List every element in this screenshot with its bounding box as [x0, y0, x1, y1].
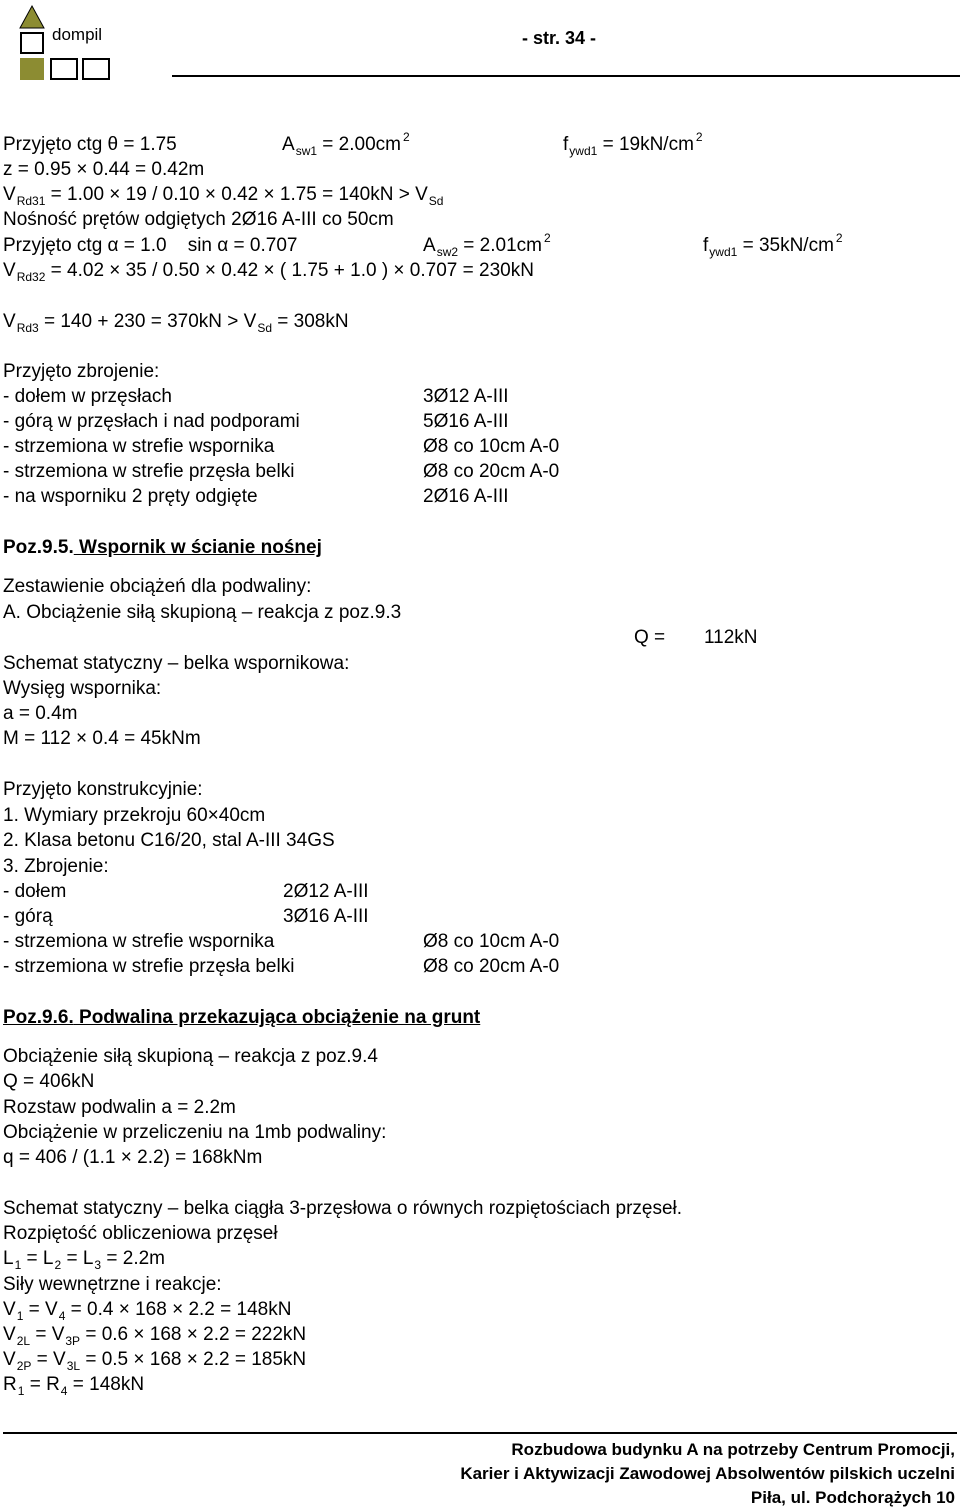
calc-symbol: V: [3, 311, 16, 332]
section-title: Podwalina przekazująca obciążenie na grunt: [73, 1007, 481, 1028]
calc-line: z = 0.95 × 0.44 = 0.42m: [3, 159, 205, 180]
footer-rule: [3, 1432, 957, 1434]
header-rule: [172, 75, 960, 77]
page-number: - str. 34 -: [522, 28, 597, 48]
logo-olive-block-icon: [20, 58, 44, 80]
section-heading: [3, 1008, 480, 1027]
calc-symbol: L: [3, 1248, 14, 1269]
logo-square-icon: [82, 58, 110, 80]
formula-line: [3, 1324, 307, 1348]
calc-superscript: 2: [695, 130, 703, 144]
calc-subscript: 1: [16, 1309, 24, 1323]
calc-value: = 140 + 230 = 370kN > V: [38, 311, 257, 332]
reinforcement-label: - strzemiona w strefie przęsła belki: [3, 956, 295, 977]
calc-line: [3, 184, 444, 208]
reinforcement-label: - górą w przęsłach i nad podporami: [3, 411, 300, 432]
reinforcement-title: Przyjęto zbrojenie:: [3, 361, 160, 382]
paragraph: Q = 406kN: [3, 1071, 95, 1092]
calc-value: = 0.4 × 168 × 2.2 = 148kN: [65, 1299, 292, 1320]
reinforcement-value: Ø8 co 20cm A-0: [423, 956, 560, 977]
calc-subscript: 3L: [66, 1359, 81, 1373]
calc-subscript: 3P: [65, 1334, 81, 1348]
calc-value: = 2.01cm: [458, 235, 542, 256]
calc-value: = 35kN/cm: [737, 235, 834, 256]
calc-symbol: V: [3, 1349, 16, 1370]
calc-symbol: V: [3, 260, 16, 281]
calc-line: [423, 231, 551, 259]
formula-line: [3, 1374, 145, 1398]
paragraph: Siły wewnętrzne i reakcje:: [3, 1274, 222, 1295]
calc-value: = 308kN: [272, 311, 349, 332]
calc-subscript: Rd3: [16, 321, 39, 335]
paragraph: 1. Wymiary przekroju 60×40cm: [3, 805, 266, 826]
paragraph: Zestawienie obciążeń dla podwaliny:: [3, 576, 312, 597]
reinforcement-label: - strzemiona w strefie wspornika: [3, 436, 275, 457]
calc-subscript: ywd1: [709, 245, 738, 259]
calc-subscript: Sd: [428, 194, 444, 208]
reinforcement-value: 3Ø16 A-III: [283, 906, 369, 927]
formula-line: [3, 1299, 292, 1323]
calc-value: = 0.6 × 168 × 2.2 = 222kN: [80, 1324, 307, 1345]
calc-symbol: V: [3, 1299, 16, 1320]
calc-symbol: A: [423, 235, 436, 256]
calc-superscript: 2: [835, 231, 843, 245]
paragraph: q = 406 / (1.1 × 2.2) = 168kNm: [3, 1147, 263, 1168]
paragraph: Schemat statyczny – belka ciągła 3-przęsłowa o równych rozpiętościach przęseł.: [3, 1198, 683, 1219]
paragraph: Rozstaw podwalin a = 2.2m: [3, 1097, 236, 1118]
reinforcement-label: - strzemiona w strefie wspornika: [3, 931, 275, 952]
calc-line: Przyjęto ctg α = 1.0 sin α = 0.707: [3, 235, 298, 256]
calc-line: [3, 311, 349, 335]
calc-subscript: ywd1: [569, 144, 598, 158]
calc-subscript: 4: [60, 1384, 68, 1398]
logo-square-icon: [20, 32, 44, 54]
paragraph: Obciążenie w przeliczeniu na 1mb podwaliny:: [3, 1122, 387, 1143]
calc-subscript: 2P: [16, 1359, 32, 1373]
reinforcement-label: - strzemiona w strefie przęsła belki: [3, 461, 295, 482]
paragraph: 3. Zbrojenie:: [3, 856, 109, 877]
reinforcement-value: Ø8 co 20cm A-0: [423, 461, 560, 482]
calc-line: [563, 130, 703, 158]
calc-symbol: f: [563, 134, 569, 155]
reinforcement-label: - dołem w przęsłach: [3, 386, 172, 407]
reinforcement-value: 2Ø12 A-III: [283, 881, 369, 902]
formula-line: [3, 1349, 307, 1373]
calc-value: = 2.00cm: [317, 134, 401, 155]
calc-superscript: 2: [544, 231, 551, 245]
calc-symbol: A: [282, 134, 295, 155]
calc-superscript: 2: [403, 130, 410, 144]
calc-subscript: 4: [58, 1309, 66, 1323]
section-heading: [3, 538, 322, 557]
calc-subscript: Rd31: [16, 194, 46, 208]
paragraph: Obciążenie siłą skupioną – reakcja z poz.9.4: [3, 1046, 378, 1067]
reinforcement-label: - na wsporniku 2 pręty odgięte: [3, 486, 258, 507]
calc-subscript: 2: [54, 1258, 62, 1272]
calc-symbol: V: [3, 1324, 16, 1345]
reinforcement-value: 5Ø16 A-III: [423, 411, 509, 432]
paragraph: 2. Klasa betonu C16/20, stal A-III 34GS: [3, 830, 335, 851]
calc-line: [3, 260, 534, 284]
calc-value: = 1.00 × 19 / 0.10 × 0.42 × 1.75 = 140kN > V: [45, 184, 428, 205]
paragraph: M = 112 × 0.4 = 45kNm: [3, 728, 201, 749]
calc-value: = 2.2m: [101, 1248, 166, 1269]
logo-text: dompil: [52, 25, 103, 44]
calc-value: = 148kN: [67, 1374, 145, 1395]
footer-line: Piła, ul. Podchorążych 10: [750, 1488, 955, 1507]
reinforcement-value: Ø8 co 10cm A-0: [423, 436, 560, 457]
calc-symbol: = V: [30, 1324, 65, 1345]
calc-line: [703, 231, 843, 259]
paragraph: Rozpiętość obliczeniowa przęseł: [3, 1223, 278, 1244]
calc-symbol: = R: [24, 1374, 60, 1395]
paragraph: a = 0.4m: [3, 703, 78, 724]
paragraph: Schemat statyczny – belka wspornikowa:: [3, 653, 350, 674]
calc-subscript: 1: [17, 1384, 25, 1398]
calc-subscript: Sd: [257, 321, 272, 335]
reinforcement-label: - dołem: [3, 881, 67, 902]
footer-line: Rozbudowa budynku A na potrzeby Centrum Promocji,: [511, 1440, 955, 1459]
calc-symbol: = L: [21, 1248, 54, 1269]
q-value: 112kN: [704, 627, 758, 648]
calc-subscript: 1: [14, 1258, 22, 1272]
section-number: Poz.9.6.: [3, 1007, 74, 1028]
calc-symbol: = V: [31, 1349, 66, 1370]
reinforcement-label: - górą: [3, 906, 53, 927]
reinforcement-value: 3Ø12 A-III: [423, 386, 509, 407]
reinforcement-value: 2Ø16 A-III: [423, 486, 509, 507]
calc-symbol: R: [3, 1374, 17, 1395]
paragraph: A. Obciążenie siłą skupioną – reakcja z poz.9.3: [3, 602, 402, 623]
calc-subscript: sw2: [436, 245, 459, 259]
section-number: Poz.9.5.: [3, 537, 74, 558]
calc-value: = 4.02 × 35 / 0.50 × 0.42 × ( 1.75 + 1.0 ) × 0.707 = 230kN: [45, 260, 534, 281]
calc-line: [282, 130, 410, 158]
calc-subscript: sw1: [295, 144, 318, 158]
calc-symbol: = L: [61, 1248, 94, 1269]
footer-line: Karier i Aktywizacji Zawodowej Absolwentów pilskich uczelni: [460, 1464, 955, 1483]
section-title: Wspornik w ścianie nośnej: [73, 537, 322, 558]
logo-square-icon: [50, 58, 78, 80]
reinforcement-value: Ø8 co 10cm A-0: [423, 931, 560, 952]
calc-line: Przyjęto ctg θ = 1.75: [3, 134, 177, 155]
calc-symbol: V: [3, 184, 16, 205]
calc-symbol: = V: [23, 1299, 58, 1320]
calc-subscript: Rd32: [16, 270, 46, 284]
calc-line: Nośność prętów odgiętych 2Ø16 A-III co 50cm: [3, 209, 394, 230]
calc-symbol: f: [703, 235, 709, 256]
calc-subscript: 2L: [16, 1334, 31, 1348]
logo-triangle-icon: [18, 4, 46, 30]
paragraph: Wysięg wspornika:: [3, 678, 162, 699]
formula-line: [3, 1248, 166, 1272]
calc-subscript: 3: [94, 1258, 102, 1272]
calc-value: = 19kN/cm: [597, 134, 694, 155]
calc-value: = 0.5 × 168 × 2.2 = 185kN: [80, 1349, 307, 1370]
q-label: Q =: [634, 627, 666, 648]
paragraph: Przyjęto konstrukcyjnie:: [3, 779, 203, 800]
